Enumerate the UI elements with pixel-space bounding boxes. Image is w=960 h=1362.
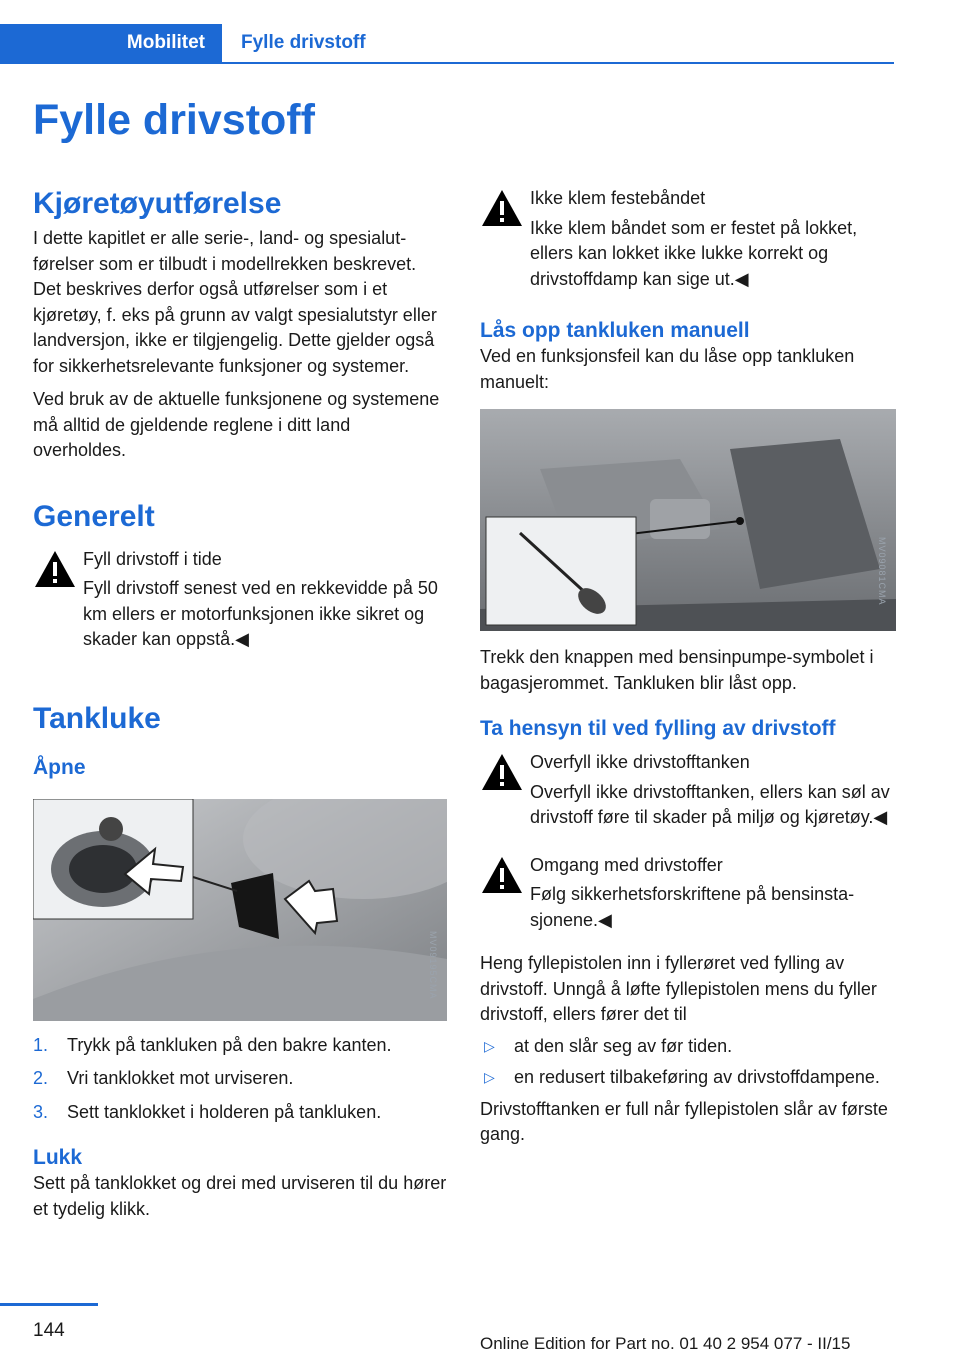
warning-body: Overfyll ikke drivstofftanken, ellers kan søl av drivstoff føre til skader på miljø og kjøretøy.◀ [530,781,890,827]
refuel-bullets [480,1034,894,1091]
list-item: 1. Trykk på tankluken på den bakre kanten. [33,1034,392,1055]
heading-close: Lukk [33,1146,83,1169]
refuel-paragraph: Heng fyllepistolen inn i fyllerøret ved fylling av drivstoff. Unngå å løfte fyllepistolen mens du fyller drivstoff, ellers fører det til [480,953,877,1024]
edition-note: Online Edition for Part no. 01 40 2 954 077 - II/15 [480,1334,851,1353]
heading-general: Generelt [33,499,155,533]
heading-open: Åpne [33,755,86,779]
unlock-instruction: Trekk den knappen med bensinpumpe-symbolet i bagasjerommet. Tankluken blir låst opp. [480,647,874,693]
trunk-illustration [480,409,896,631]
heading-fuel-flap: Tankluke [33,701,161,735]
figure-code: MV09081CMA [877,537,887,606]
figure-code: MV09195CMA [428,930,438,1000]
warning-body: Ikke klem båndet som er festet på lokket, ellers kan lokket ikke lukke korrekt og drivstoffdamp kan sige ut.◀ [530,217,858,289]
list-item: 3. Sett tanklokket i holderen på tankluken. [33,1101,382,1122]
right-column [480,186,894,1148]
vehicle-paragraph-2: Ved bruk av de aktuelle funksjonene og systemene må alltid de gjeldende reglene i ditt land overholdes. [33,389,440,460]
warning-title: Overfyll ikke drivstofftanken [530,752,750,772]
page-header [0,24,894,64]
chapter-label: Mobilitet [126,32,205,53]
warning-icon [480,188,524,228]
warning-title: Ikke klem festebåndet [530,188,706,208]
footer-rule [0,1303,98,1306]
trunk-figure [480,409,896,631]
fuel-flap-figure [33,799,447,1021]
page-number: 144 [33,1320,65,1341]
warning-title: Fyll drivstoff i tide [83,548,222,569]
close-paragraph: Sett på tanklokket og drei med urviseren til du hører et tydelig klikk. [33,1173,447,1219]
warning-icon [33,549,77,589]
warning-strap [480,186,894,292]
open-steps-list [33,1033,447,1126]
heading-vehicle-version: Kjøretøyutførelse [33,187,282,220]
warning-body: Fyll drivstoff senest ved en rekkevidde på 50 km ellers er motorfunksjonen ikke sikret og skader kan oppstå.◀ [83,578,438,649]
heading-refuel-care: Ta hensyn til ved fylling av drivstoff [480,717,836,740]
list-item: ▷ en redusert tilbakeføring av drivstoffdampene. [484,1067,880,1087]
tank-full-paragraph: Drivstofftanken er full når fyllepistolen slår av første gang. [480,1098,888,1144]
list-item: ▷ at den slår seg av før tiden. [484,1035,733,1056]
heading-manual-unlock: Lås opp tankluken manuell [480,319,750,342]
left-column [33,186,447,1222]
warning-body: Følg sikkerhetsforskriftene på bensinstasjonene.◀ [530,884,855,930]
warning-title: Omgang med drivstoffer [530,854,723,875]
warning-icon [480,855,524,895]
chapter-tab[interactable] [0,24,222,62]
vehicle-paragraph-1: I dette kapitlet er alle serie-, land- og spesialutførelser som er tilbudt i modellrekken beskrevet. Det beskrives derfor også utførelser som i et kjøretøy, f. eks på grunn av valgt spesialutstyr eller landversjon, ikke er tilgjengelig. Dette gjelder også for sikkerhetsrelevante funksjoner og systemer. [33,228,437,376]
warning-refuel-in-time [33,547,447,653]
section-tab[interactable]: Fylle drivstoff [241,32,366,53]
page-title: Fylle drivstoff [33,96,315,144]
list-item: 2. Vri tanklokket mot urviseren. [33,1068,294,1088]
warning-icon [480,752,524,792]
fuel-flap-illustration [33,799,447,1021]
warning-handling-fuel [480,853,894,934]
unlock-paragraph: Ved en funksjonsfeil kan du låse opp tankluken manuelt: [480,346,855,392]
warning-overfill [480,750,894,831]
